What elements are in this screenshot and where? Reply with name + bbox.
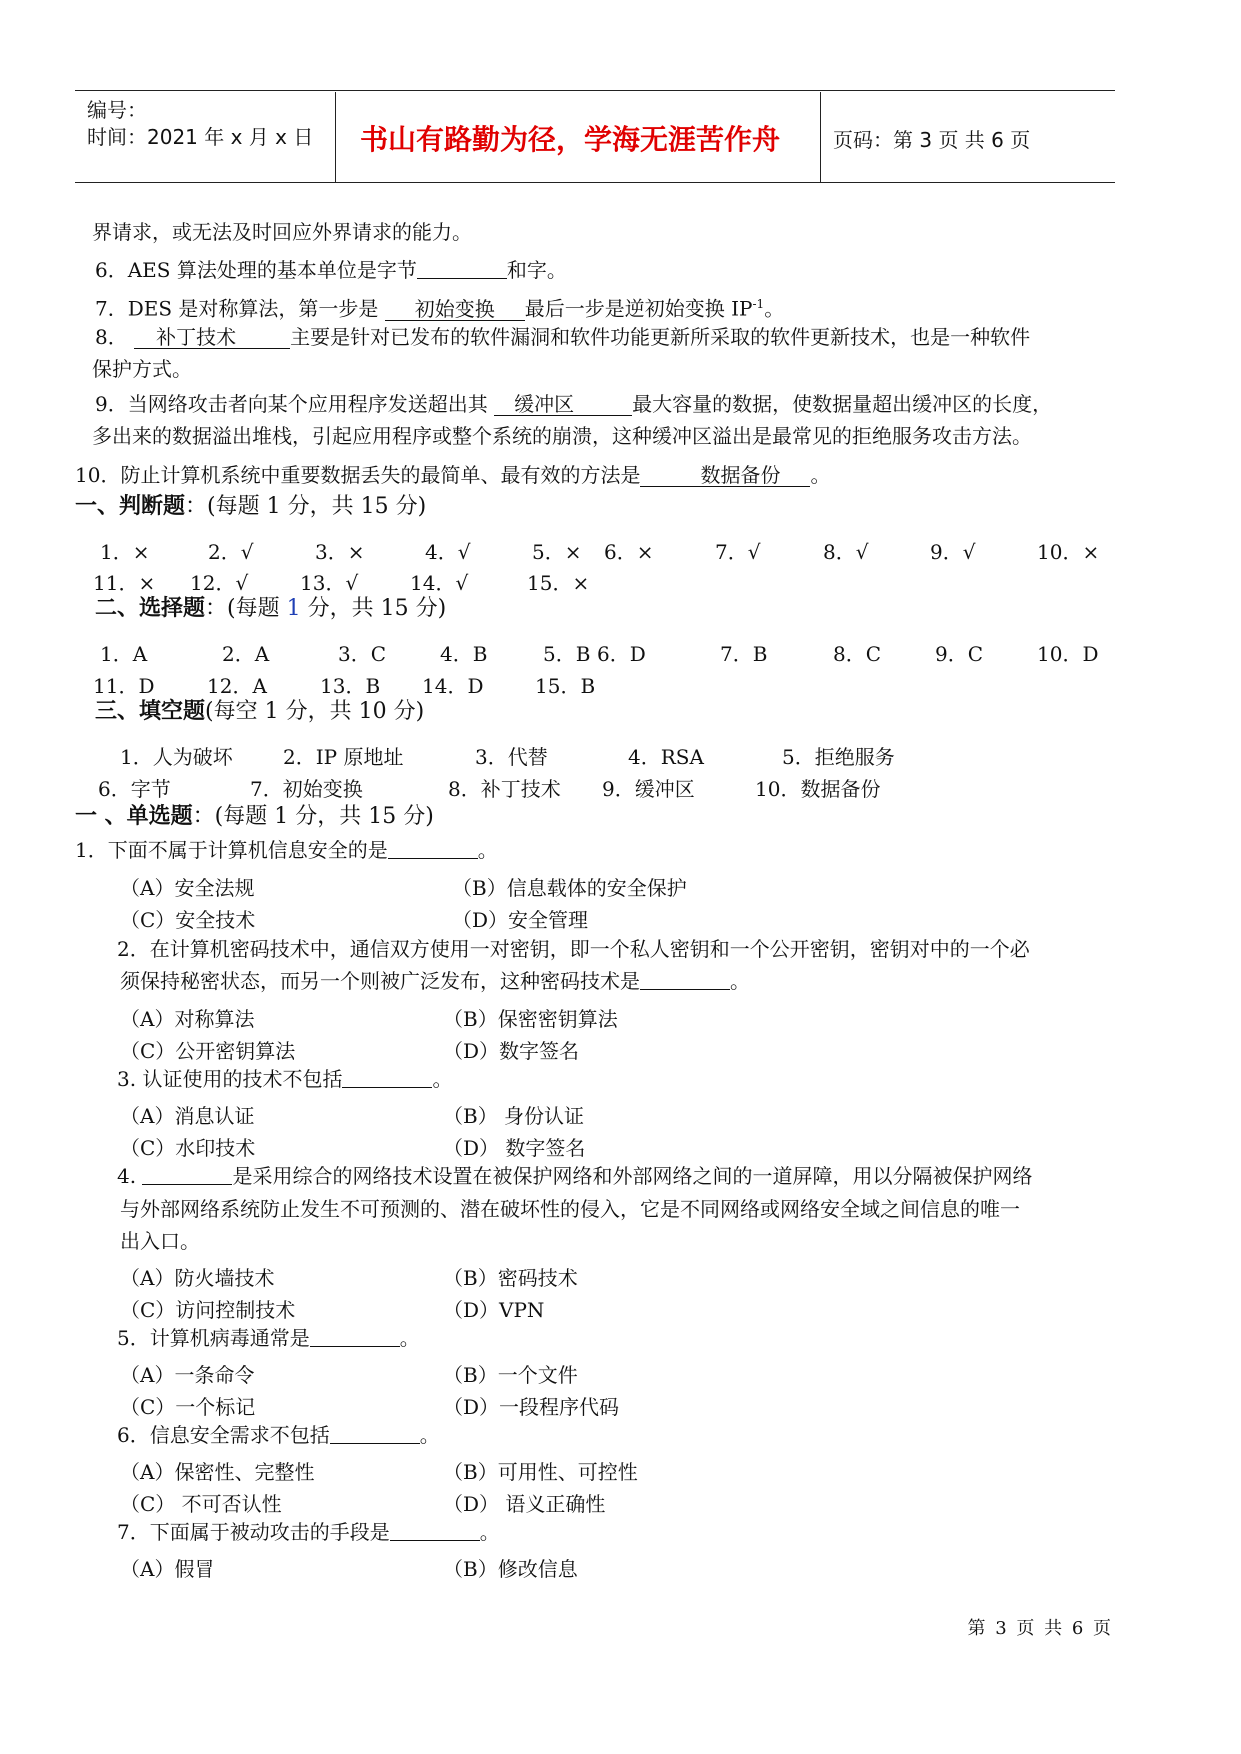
single-q5-option: （D）一段程序代码 (443, 1395, 620, 1419)
fill-line-cont: 界请求，或无法及时回应外界请求的能力。 (92, 220, 472, 244)
single-q2-option: （A）对称算法 (120, 1007, 255, 1031)
single-q3-stem-text: 3. 认证使用的技术不包括 (117, 1067, 343, 1091)
fill-q8-line2: 保护方式。 (92, 357, 192, 381)
judge-answer: 11．× (93, 571, 156, 595)
single-q6-option: （D） 语义正确性 (443, 1492, 606, 1516)
single-q7-blank (390, 1520, 480, 1541)
judge-answer: 13．√ (300, 571, 359, 595)
fill-answer: 1．人为破坏 (120, 745, 233, 769)
single-q3-end: 。 (432, 1067, 453, 1091)
single-q7-option: （B）修改信息 (443, 1557, 578, 1581)
fill-q9-answer-text: 缓冲区 (514, 392, 575, 416)
single-q6-stem (117, 1423, 440, 1447)
fill-q9 (95, 392, 1052, 416)
fill-q10-answer (640, 464, 810, 487)
single-q5-stem-text: 5．计算机病毒通常是 (117, 1326, 310, 1350)
choice-section-score-num: 1 (286, 596, 301, 621)
single-q1-option: （D）安全管理 (452, 908, 589, 932)
judge-section-title: 一、判断题 (75, 494, 186, 519)
choice-answer: 13．B (320, 674, 381, 698)
judge-section-heading (75, 494, 426, 520)
single-q1-option: （A）安全法规 (120, 876, 255, 900)
single-q3-option: （D） 数字签名 (443, 1136, 586, 1160)
choice-answer: 1．A (100, 642, 148, 666)
header-top-rule (75, 90, 1115, 91)
choice-answer: 5．B (543, 642, 591, 666)
header-time-label: 时间：2021 年 x 月 x 日 (87, 125, 314, 149)
fill-answer: 2．IP 原地址 (283, 745, 404, 769)
single-q4-stem (117, 1164, 1032, 1188)
judge-answer: 2．√ (208, 540, 254, 564)
fill-q10-answer-text: 数据备份 (700, 463, 781, 487)
single-q7-stem (117, 1520, 500, 1544)
judge-answer: 3．× (315, 540, 365, 564)
single-q5-option: （B）一个文件 (443, 1363, 578, 1387)
single-q2-stem: 2．在计算机密码技术中，通信双方使用一对密钥，即一个私人密钥和一个公开密钥，密钥对中的一个必 (117, 937, 1030, 961)
judge-answer: 14．√ (410, 571, 469, 595)
fill-answer: 9．缓冲区 (602, 777, 695, 801)
header-number-label: 编号： (87, 98, 147, 122)
choice-section-heading (95, 596, 446, 622)
page-footer: 第 3 页 共 6 页 (967, 1618, 1113, 1639)
single-q6-blank (330, 1423, 420, 1444)
single-q6-end: 。 (419, 1423, 440, 1447)
fill-section-title: 三、填空题 (95, 699, 206, 724)
choice-answer: 12．A (207, 674, 267, 698)
fill-q8-stem: 8． (95, 325, 135, 349)
header-bottom-rule (75, 182, 1115, 183)
choice-answer: 8．C (833, 642, 882, 666)
fill-q7-stem: 7．DES 是对称算法，第一步是 (95, 296, 385, 321)
fill-answer: 4．RSA (628, 745, 704, 769)
single-q3-stem (117, 1067, 452, 1091)
choice-answer: 2．A (222, 642, 270, 666)
choice-answer: 3．C (338, 642, 387, 666)
fill-q10-post: 。 (810, 463, 831, 487)
fill-q6-blank (417, 258, 507, 279)
fill-answer: 5．拒绝服务 (782, 745, 895, 769)
single-q2-stem2-text: 须保持秘密状态，而另一个则被广泛发布，这种密码技术是 (120, 969, 640, 993)
single-q4-stem-post: 是采用综合的网络技术设置在被保护网络和外部网络之间的一道屏障，用以分隔被保护网络 (232, 1164, 1033, 1188)
fill-q6-post: 和字。 (506, 258, 567, 282)
single-q5-option: （A）一条命令 (120, 1363, 255, 1387)
single-section-heading (75, 804, 434, 830)
single-q5-blank (310, 1326, 400, 1347)
single-q3-option: （A）消息认证 (120, 1104, 255, 1128)
fill-q7-superscript: -1 (752, 297, 765, 311)
single-section-title: 一 、单选题 (75, 804, 193, 829)
fill-q7-post: 最后一步是逆初始变换 IP (524, 296, 753, 321)
choice-answer: 6．D (597, 642, 646, 666)
fill-answer: 3．代替 (475, 745, 548, 769)
fill-q8-answer (134, 326, 290, 349)
fill-q6-stem: 6．AES 算法处理的基本单位是字节 (95, 258, 417, 282)
fill-q10 (75, 463, 830, 487)
choice-answer: 4．B (440, 642, 488, 666)
single-q5-option: （C）一个标记 (120, 1395, 256, 1419)
header-divider-right (820, 92, 821, 182)
judge-answer: 5．× (532, 540, 582, 564)
single-q7-stem-text: 7．下面属于被动攻击的手段是 (117, 1520, 390, 1544)
judge-answer: 1．× (100, 540, 150, 564)
judge-answer: 7．√ (715, 540, 761, 564)
choice-answer: 15．B (535, 674, 596, 698)
judge-answer: 15．× (527, 571, 590, 595)
header-page-label: 页码：第 3 页 共 6 页 (833, 128, 1031, 152)
single-q3-option: （B） 身份认证 (443, 1104, 585, 1128)
single-q6-option: （B）可用性、可控性 (443, 1460, 638, 1484)
judge-section-score: ：(每题 1 分，共 15 分) (185, 494, 427, 519)
single-q4-stem-text: 4. (117, 1164, 143, 1188)
single-q2-option: （C）公开密钥算法 (120, 1039, 296, 1063)
fill-q6 (95, 258, 567, 282)
choice-answer: 14．D (422, 674, 484, 698)
single-q3-blank (342, 1067, 432, 1088)
judge-answer: 6．× (604, 540, 654, 564)
single-q2-option: （D）数字签名 (443, 1039, 580, 1063)
single-q4-option: （A）防火墙技术 (120, 1266, 275, 1290)
fill-answer: 7．初始变换 (250, 777, 363, 801)
judge-answer: 4．√ (425, 540, 471, 564)
choice-answer: 10．D (1037, 642, 1099, 666)
single-q2-blank (640, 969, 730, 990)
single-q1-option: （B）信息载体的安全保护 (452, 876, 687, 900)
single-q3-option: （C）水印技术 (120, 1136, 256, 1160)
fill-section-heading (95, 699, 424, 725)
single-q4-option: （D）VPN (443, 1298, 545, 1322)
fill-answer: 8．补丁技术 (448, 777, 561, 801)
fill-q9-line2: 多出来的数据溢出堆栈，引起应用程序或整个系统的崩溃，这种缓冲区溢出是最常见的拒绝服务攻击方法。 (92, 424, 1032, 448)
fill-q9-answer (494, 393, 632, 416)
single-q1-end: 。 (477, 838, 498, 862)
judge-answer: 9．√ (930, 540, 976, 564)
single-q7-end: 。 (479, 1520, 500, 1544)
fill-answer: 10．数据备份 (755, 777, 881, 801)
fill-q7 (95, 292, 784, 321)
fill-answer: 6．字节 (98, 777, 171, 801)
single-q1-stem (75, 838, 498, 862)
single-q4-stem-line2: 与外部网络系统防止发生不可预测的、潜在破坏性的侵入，它是不同网络或网络安全域之间信息的唯一 (120, 1197, 1020, 1221)
choice-answer: 7．B (720, 642, 768, 666)
header-divider-left (335, 92, 336, 182)
single-q2-option: （B）保密密钥算法 (443, 1007, 618, 1031)
fill-q8 (95, 325, 1030, 349)
choice-section-title: 二、选择题 (95, 596, 206, 621)
single-q4-option: （C）访问控制技术 (120, 1298, 296, 1322)
fill-q10-stem: 10．防止计算机系统中重要数据丢失的最简单、最有效的方法是 (75, 463, 641, 487)
fill-q7-answer-text: 初始变换 (414, 296, 495, 321)
single-q5-stem (117, 1326, 420, 1350)
single-q6-option: （C） 不可否认性 (120, 1492, 282, 1516)
single-q1-stem-text: 1．下面不属于计算机信息安全的是 (75, 838, 388, 862)
single-q1-option: （C）安全技术 (120, 908, 256, 932)
single-q6-stem-text: 6．信息安全需求不包括 (117, 1423, 330, 1447)
single-q2-stem-line2 (120, 969, 750, 993)
choice-answer: 11．D (93, 674, 155, 698)
judge-answer: 12．√ (190, 571, 249, 595)
choice-answer: 9．C (935, 642, 984, 666)
judge-answer: 10．× (1037, 540, 1100, 564)
fill-section-score: (每空 1 分，共 10 分) (205, 699, 425, 724)
choice-section-score-post: 分，共 15 分) (300, 596, 447, 621)
single-q4-option: （B）密码技术 (443, 1266, 578, 1290)
fill-q9-post: 最大容量的数据，使数据量超出缓冲区的长度， (632, 392, 1053, 416)
fill-q7-end: 。 (764, 296, 785, 321)
header-motto: 书山有路勤为径，学海无涯苦作舟 (360, 123, 781, 156)
single-section-score: ：(每题 1 分，共 15 分) (192, 804, 434, 829)
fill-q7-answer (385, 298, 525, 321)
single-q4-stem-line3: 出入口。 (120, 1229, 200, 1253)
single-q7-option: （A）假冒 (120, 1557, 215, 1581)
single-q5-end: 。 (399, 1326, 420, 1350)
choice-section-score-pre: ：(每题 (205, 596, 287, 621)
fill-q8-answer-text: 补丁技术 (156, 325, 237, 349)
fill-q9-stem: 9．当网络攻击者向某个应用程序发送超出其 (95, 392, 495, 416)
judge-answer: 8．√ (823, 540, 869, 564)
single-q6-option: （A）保密性、完整性 (120, 1460, 315, 1484)
single-q1-blank (388, 838, 478, 859)
single-q2-end: 。 (730, 969, 750, 993)
fill-q8-post: 主要是针对已发布的软件漏洞和软件功能更新所采取的软件更新技术，也是一种软件 (290, 325, 1031, 349)
single-q4-blank (142, 1164, 232, 1185)
